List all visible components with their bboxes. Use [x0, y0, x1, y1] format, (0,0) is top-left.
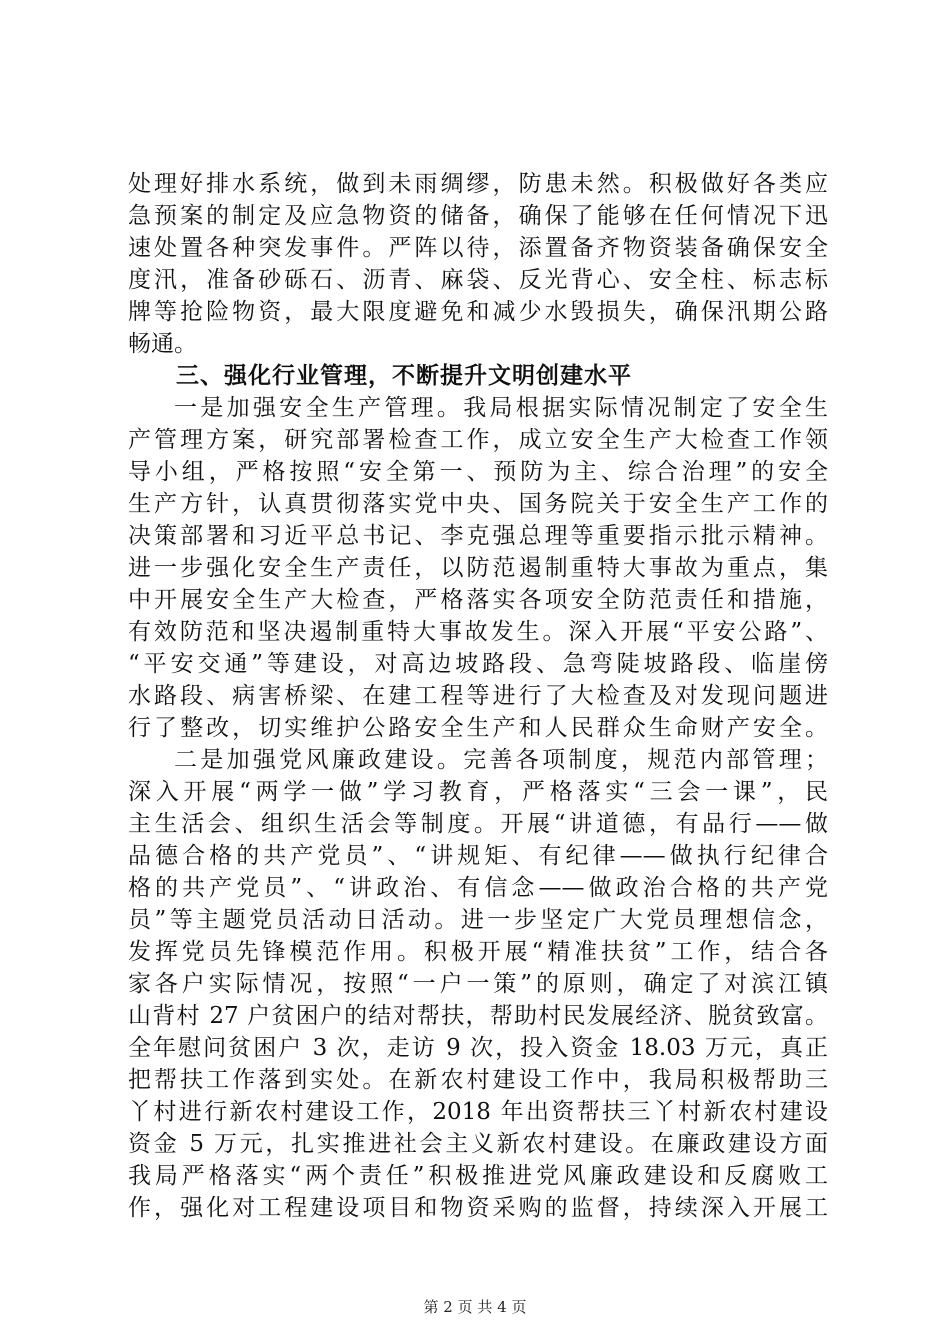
text-line: 资金 5 万元，扎实推进社会主义新农村建设。在廉政建设方面: [128, 1131, 828, 1157]
text-line: 生产方针，认真贯彻落实党中央、国务院关于安全生产工作的: [128, 491, 828, 517]
text-line: 发挥党员先锋模范作用。积极开展“精准扶贫”工作，结合各: [128, 939, 828, 965]
text-line: 进一步强化安全生产责任，以防范遏制重特大事故为重点，集: [128, 555, 828, 581]
text-line: 我局严格落实“两个责任”积极推进党风廉政建设和反腐败工: [128, 1163, 828, 1189]
text-line: 一是加强安全生产管理。我局根据实际情况制定了安全生: [174, 395, 828, 421]
text-line: 中开展安全生产大检查，严格落实各项安全防范责任和措施，: [128, 587, 828, 613]
text-line: 二是加强党风廉政建设。完善各项制度，规范内部管理；: [174, 747, 828, 773]
text-line: 全年慰问贫困户 3 次，走访 9 次，投入资金 18.03 万元，真正: [128, 1035, 828, 1061]
section-heading: 三、强化行业管理，不断提升文明创建水平: [176, 363, 632, 389]
text-line: 品德合格的共产党员”、“讲规矩、有纪律——做执行纪律合: [128, 843, 828, 869]
text-line: 产管理方案，研究部署检查工作，成立安全生产大检查工作领: [128, 427, 828, 453]
text-line: 处理好排水系统，做到未雨绸缪，防患未然。积极做好各类应: [128, 171, 828, 197]
text-line: 速处置各种突发事件。严阵以待，添置备齐物资装备确保安全: [128, 235, 828, 261]
page-footer: 第 2 页 共 4 页: [423, 1298, 527, 1316]
text-line: 牌等抢险物资，最大限度避免和减少水毁损失，确保汛期公路: [128, 299, 828, 325]
text-line: 行了整改，切实维护公路安全生产和人民群众生命财产安全。: [128, 715, 828, 741]
text-line: 决策部署和习近平总书记、李克强总理等重要指示批示精神。: [128, 523, 828, 549]
text-line: 水路段、病害桥梁、在建工程等进行了大检查及对发现问题进: [128, 683, 828, 709]
text-line: 度汛，准备砂砾石、沥青、麻袋、反光背心、安全柱、标志标: [128, 267, 828, 293]
text-line: 主生活会、组织生活会等制度。开展“讲道德，有品行——做: [128, 811, 828, 837]
text-line: 畅通。: [128, 331, 197, 357]
text-line: 家各户实际情况，按照“一户一策”的原则，确定了对滨江镇: [128, 971, 828, 997]
text-line: 山背村 27 户贫困户的结对帮扶，帮助村民发展经济、脱贫致富。: [128, 1003, 828, 1029]
text-line: “平安交通”等建设，对高边坡路段、急弯陡坡路段、临崖傍: [128, 651, 828, 677]
text-line: 有效防范和坚决遏制重特大事故发生。深入开展“平安公路”、: [128, 619, 828, 645]
text-line: 格的共产党员”、“讲政治、有信念——做政治合格的共产党: [128, 875, 828, 901]
text-line: 导小组，严格按照“安全第一、预防为主、综合治理”的安全: [128, 459, 828, 485]
document-body: [128, 168, 828, 1224]
text-line: 把帮扶工作落到实处。在新农村建设工作中，我局积极帮助三: [128, 1067, 828, 1093]
text-line: 丫村进行新农村建设工作，2018 年出资帮扶三丫村新农村建设: [128, 1099, 828, 1125]
text-line: 急预案的制定及应急物资的储备，确保了能够在任何情况下迅: [128, 203, 828, 229]
text-line: 员”等主题党员活动日活动。进一步坚定广大党员理想信念，: [128, 907, 828, 933]
text-line: 作，强化对工程建设项目和物资采购的监督，持续深入开展工: [128, 1195, 828, 1221]
text-line: 深入开展“两学一做”学习教育，严格落实“三会一课”，民: [128, 779, 828, 805]
